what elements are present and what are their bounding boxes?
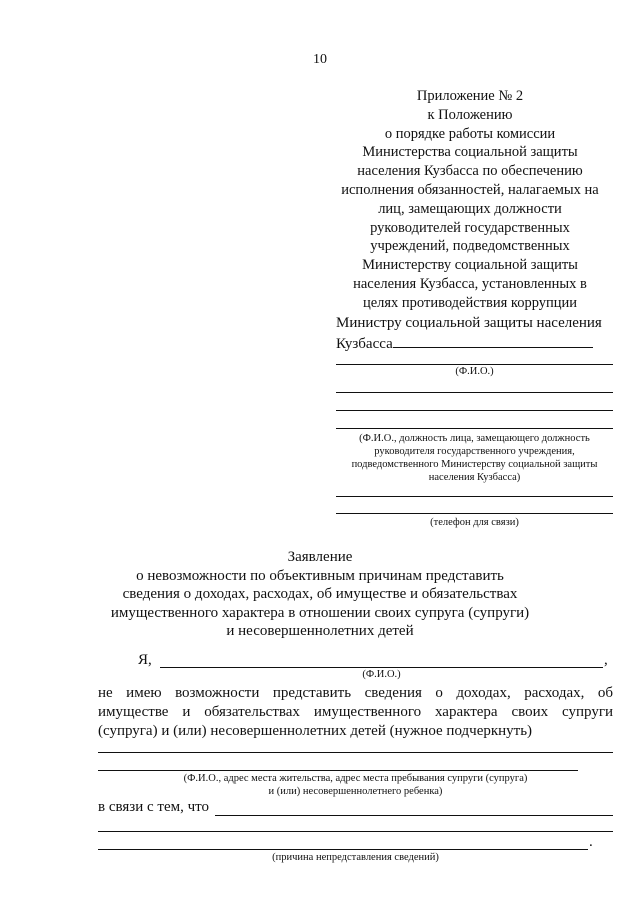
- addressee-block: [336, 314, 616, 354]
- appendix-line: руководителей государственных: [370, 219, 570, 236]
- appendix-line: лиц, замещающих должности: [378, 200, 562, 217]
- title-line: Заявление: [287, 549, 353, 565]
- reason-caption: (причина непредставления сведений): [272, 852, 439, 863]
- title-line: имущественного характера в отношении своих супруга (супруги): [110, 604, 530, 621]
- caption-line: (Ф.И.О., должность лица, замещающего должность: [359, 433, 590, 444]
- body-line: (супруга) и (или) несовершеннолетних детей (нужное подчеркнуть): [98, 723, 533, 739]
- fio-inline-caption: (Ф.И.О.): [362, 669, 401, 680]
- fio-position-caption: [336, 432, 613, 484]
- spouse-caption: [98, 772, 613, 798]
- addressee-name-field[interactable]: [393, 333, 593, 348]
- statement-title: [80, 548, 560, 641]
- phone-line-2[interactable]: [336, 513, 613, 514]
- caption-line: населения Кузбасса): [428, 472, 521, 483]
- appendix-line: целях противодействия коррупции: [362, 294, 578, 311]
- caption-line: подведомственного Министерству социальной защиты: [351, 459, 598, 470]
- phone-line-1[interactable]: [336, 496, 613, 497]
- body-line: имуществе и обязательствах имущественного характера своих супруги: [98, 704, 613, 720]
- appendix-line: населения Кузбасса по обеспечению: [357, 163, 583, 180]
- title-line: и несовершеннолетних детей: [226, 623, 414, 639]
- reason-line-2[interactable]: [98, 831, 613, 832]
- appendix-line: Министерству социальной защиты: [362, 257, 578, 274]
- period: .: [589, 834, 593, 850]
- spouse-line-1[interactable]: [98, 752, 613, 753]
- applicant-line-3[interactable]: [336, 428, 613, 429]
- title-line: сведения о доходах, расходах, об имуществе и обязательствах: [122, 586, 518, 602]
- applicant-line-1[interactable]: [336, 392, 613, 393]
- reason-label: в связи с тем, что: [98, 799, 209, 815]
- reason-line-3[interactable]: [98, 849, 588, 850]
- ya-label: Я,: [138, 652, 152, 668]
- appendix-line: Министерства социальной защиты: [362, 144, 578, 161]
- comma: ,: [604, 652, 608, 668]
- reason-line-1[interactable]: [215, 815, 613, 816]
- spouse-line-2[interactable]: [98, 770, 578, 771]
- caption-line: руководителя государственного учреждения,: [374, 446, 575, 457]
- addressee-region: Кузбасса: [336, 336, 393, 352]
- applicant-line-2[interactable]: [336, 410, 613, 411]
- caption-line: (Ф.И.О., адрес места жительства, адрес места пребывания супруги (супруга): [183, 773, 528, 784]
- appendix-line: о порядке работы комиссии: [384, 125, 556, 142]
- caption-line: и (или) несовершеннолетнего ребенка): [268, 786, 443, 797]
- appendix-line: Приложение № 2: [416, 88, 524, 104]
- addressee-line-2: [336, 333, 616, 354]
- appendix-line: учреждений, подведомственных: [370, 238, 570, 255]
- appendix-line: исполнения обязанностей, налагаемых на: [341, 181, 599, 198]
- body-line: не имею возможности представить сведения о доходах, расходах, об: [98, 685, 613, 701]
- addressee-line-1: Министру социальной защиты населения: [336, 315, 602, 331]
- fio-caption: (Ф.И.О.): [455, 366, 494, 377]
- title-line: о невозможности по объективным причинам представить: [136, 567, 504, 584]
- appendix-line: населения Кузбасса, установленных в: [353, 275, 587, 292]
- phone-caption: (телефон для связи): [430, 517, 519, 528]
- statement-body: [98, 684, 613, 741]
- appendix-heading: [320, 87, 620, 313]
- appendix-line: к Положению: [427, 106, 513, 123]
- page-number: 10: [313, 52, 327, 67]
